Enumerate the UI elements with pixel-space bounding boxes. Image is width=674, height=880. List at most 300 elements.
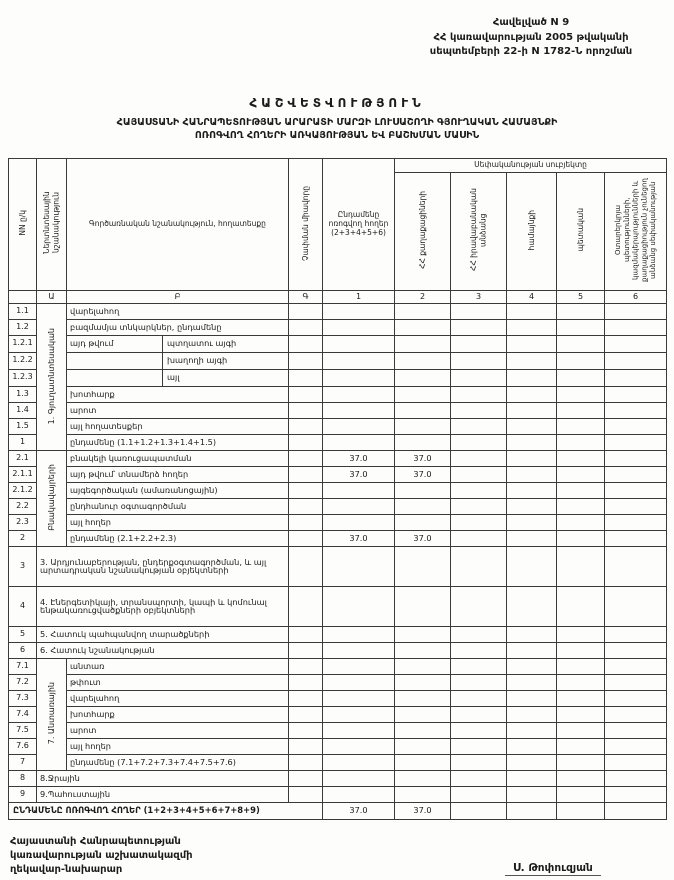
unit-cell	[289, 369, 323, 386]
value-cell	[605, 586, 667, 626]
value-cell	[557, 303, 605, 319]
row-number: 1.2.3	[9, 369, 37, 386]
value-cell	[557, 722, 605, 738]
row-number: 1.5	[9, 418, 37, 434]
value-cell	[507, 674, 557, 690]
table-row	[9, 352, 667, 369]
value-cell	[557, 530, 605, 546]
value-cell	[323, 418, 395, 434]
row-number: 7.1	[9, 658, 37, 674]
table-row	[9, 722, 667, 738]
value-cell	[507, 466, 557, 482]
value-cell	[605, 802, 667, 819]
unit-cell	[289, 335, 323, 352]
value-cell	[395, 738, 451, 754]
value-cell	[557, 498, 605, 514]
value-cell	[605, 722, 667, 738]
appendix-line: ՀՀ կառավարության 2005 թվականի	[433, 31, 629, 43]
value-cell	[507, 738, 557, 754]
row-number: 8	[9, 770, 37, 786]
value-cell	[323, 722, 395, 738]
col-header-own-community: համայնքի	[507, 173, 557, 291]
row-label: արոտ	[67, 722, 289, 738]
unit-cell	[289, 319, 323, 335]
value-cell	[605, 303, 667, 319]
value-cell	[451, 386, 507, 402]
value-cell	[557, 402, 605, 418]
value-cell	[395, 482, 451, 498]
value-cell	[605, 514, 667, 530]
unit-cell	[289, 546, 323, 586]
value-cell	[507, 786, 557, 802]
table-row	[9, 402, 667, 418]
row-label: խոտհարք	[67, 386, 289, 402]
row-label: բնակելի կառուցապատման	[67, 450, 289, 466]
col-header-own-legal-entities: ՀՀ իրավաբանական անձանց	[451, 173, 507, 291]
value-cell	[451, 530, 507, 546]
col-header-unit: Չափման միավորը	[289, 159, 323, 291]
value-cell	[557, 586, 605, 626]
table-row	[9, 466, 667, 482]
group-label-text: 1. Գյուղատնտեսական	[46, 327, 56, 424]
value-cell	[451, 402, 507, 418]
row-number: 7.2	[9, 674, 37, 690]
table-row	[9, 786, 667, 802]
value-cell	[605, 738, 667, 754]
value-cell	[323, 786, 395, 802]
value-cell	[395, 352, 451, 369]
value-cell	[507, 626, 557, 642]
value-cell	[323, 546, 395, 586]
value-cell	[507, 770, 557, 786]
row-label	[67, 369, 289, 386]
row-label-part: այլ	[167, 372, 180, 383]
unit-cell	[289, 466, 323, 482]
col-letter-cell: 6	[605, 290, 667, 303]
unit-cell	[289, 386, 323, 402]
value-cell	[323, 319, 395, 335]
value-cell	[557, 514, 605, 530]
value-cell	[557, 450, 605, 466]
value-cell	[507, 369, 557, 386]
value-cell	[605, 658, 667, 674]
row-label: 9.Պահուստային	[37, 786, 289, 802]
row-number: 1.2.1	[9, 335, 37, 352]
row-number: 1.2	[9, 319, 37, 335]
value-cell	[395, 335, 451, 352]
row-label: ընդամենը (7.1+7.2+7.3+7.4+7.5+7.6)	[67, 754, 289, 770]
row-label-part: պտղատու այգի	[167, 338, 237, 349]
value-cell	[395, 754, 451, 770]
unit-cell	[289, 658, 323, 674]
table-row	[9, 770, 667, 786]
value-cell	[323, 626, 395, 642]
row-number: 1	[9, 434, 37, 450]
row-number: 7.3	[9, 690, 37, 706]
value-cell	[605, 530, 667, 546]
unit-cell	[289, 754, 323, 770]
table-row	[9, 319, 667, 335]
value-cell	[557, 690, 605, 706]
value-cell	[557, 335, 605, 352]
value-cell	[395, 498, 451, 514]
value-cell	[605, 642, 667, 658]
row-number: 1.3	[9, 386, 37, 402]
value-cell	[451, 642, 507, 658]
value-cell	[451, 546, 507, 586]
value-cell	[395, 434, 451, 450]
value-cell	[507, 586, 557, 626]
footer-line: Հայաստանի Հանրապետության	[10, 836, 181, 847]
value-cell	[507, 514, 557, 530]
value-cell	[507, 450, 557, 466]
row-number: 2.2	[9, 498, 37, 514]
unit-cell	[289, 418, 323, 434]
row-number: 7.4	[9, 706, 37, 722]
value-cell	[557, 658, 605, 674]
value-cell	[323, 402, 395, 418]
col-letter-cell: 2	[395, 290, 451, 303]
appendix-line: Հավելված N 9	[492, 17, 570, 28]
value-cell	[507, 498, 557, 514]
table-row	[9, 434, 667, 450]
value-cell	[323, 434, 395, 450]
value-cell	[395, 770, 451, 786]
signature-name: Ս. Թոփուզյան	[505, 862, 601, 876]
value-cell	[451, 498, 507, 514]
row-label: արոտ	[67, 402, 289, 418]
value-cell	[323, 303, 395, 319]
value-cell	[557, 738, 605, 754]
value-cell	[557, 626, 605, 642]
value-cell	[395, 722, 451, 738]
row-label-part	[67, 370, 163, 386]
table-row	[9, 530, 667, 546]
value-cell: 37.0	[323, 450, 395, 466]
row-label: այգեգործական (ամառանոցային)	[67, 482, 289, 498]
row-label: այդ թվում՝ տնամերձ հողեր	[67, 466, 289, 482]
value-cell	[395, 674, 451, 690]
unit-cell	[289, 642, 323, 658]
row-label-part: խաղողի այգի	[167, 355, 228, 366]
value-cell	[557, 786, 605, 802]
group-label-text: 7. Անտառային	[46, 682, 56, 745]
col-header-nn: NN ը/կ	[9, 159, 37, 291]
unit-cell	[289, 722, 323, 738]
col-letter-cell: 4	[507, 290, 557, 303]
value-cell	[323, 658, 395, 674]
appendix-line: սեպտեմբերի 22-ի N 1782-Ն որոշման	[429, 46, 633, 57]
row-label: այլ հողատեսքեր	[67, 418, 289, 434]
row-label: ընդամենը (1.1+1.2+1.3+1.4+1.5)	[67, 434, 289, 450]
row-label: 6. Հատուկ նշանակության	[37, 642, 289, 658]
row-label: այլ հողեր	[67, 738, 289, 754]
value-cell	[507, 706, 557, 722]
title-block	[0, 96, 674, 143]
value-cell	[605, 754, 667, 770]
value-cell	[451, 658, 507, 674]
value-cell: 37.0	[395, 466, 451, 482]
value-cell	[605, 690, 667, 706]
row-number: 7.6	[9, 738, 37, 754]
value-cell	[451, 335, 507, 352]
value-cell	[323, 674, 395, 690]
row-number: 4	[9, 586, 37, 626]
col-header-own-state: պետական	[557, 173, 605, 291]
appendix-reference	[400, 16, 662, 60]
value-cell	[557, 674, 605, 690]
table-row	[9, 450, 667, 466]
col-letter-cell	[9, 290, 37, 303]
value-cell	[395, 546, 451, 586]
value-cell	[605, 352, 667, 369]
value-cell	[395, 319, 451, 335]
value-cell	[507, 754, 557, 770]
value-cell	[451, 722, 507, 738]
unit-cell	[289, 706, 323, 722]
value-cell	[323, 706, 395, 722]
row-number: 2.1.2	[9, 482, 37, 498]
value-cell	[451, 802, 507, 819]
row-label: վարելահող	[67, 303, 289, 319]
row-number: 1.4	[9, 402, 37, 418]
value-cell	[395, 626, 451, 642]
row-label	[67, 335, 289, 352]
unit-cell	[289, 450, 323, 466]
row-number: 2.3	[9, 514, 37, 530]
col-header-own-citizens: ՀՀ քաղաքացիների	[395, 173, 451, 291]
value-cell	[323, 335, 395, 352]
unit-cell	[289, 586, 323, 626]
unit-cell	[289, 738, 323, 754]
value-cell	[451, 418, 507, 434]
table-body	[9, 303, 667, 819]
value-cell	[323, 642, 395, 658]
group-label-cell	[37, 303, 67, 450]
value-cell	[507, 386, 557, 402]
unit-cell	[289, 514, 323, 530]
row-number: 1.1	[9, 303, 37, 319]
table-row	[9, 754, 667, 770]
row-label-part: այդ թվում	[67, 336, 163, 352]
col-letter-cell: 1	[323, 290, 395, 303]
value-cell	[451, 303, 507, 319]
value-cell	[507, 658, 557, 674]
value-cell	[557, 754, 605, 770]
value-cell	[323, 498, 395, 514]
value-cell	[507, 352, 557, 369]
col-letter-cell: Բ	[67, 290, 289, 303]
value-cell	[451, 706, 507, 722]
unit-cell	[289, 482, 323, 498]
value-cell	[605, 386, 667, 402]
value-cell	[395, 786, 451, 802]
value-cell	[323, 770, 395, 786]
row-number: 1.2.2	[9, 352, 37, 369]
value-cell	[557, 802, 605, 819]
col-letter-cell: 5	[557, 290, 605, 303]
unit-cell	[289, 498, 323, 514]
report-heading: ՀԱՇՎԵՏՎՈՒԹՅՈՒՆ	[249, 96, 425, 110]
value-cell	[605, 335, 667, 352]
row-number: 7	[9, 754, 37, 770]
unit-cell	[289, 626, 323, 642]
row-number: 3	[9, 546, 37, 586]
row-number: 9	[9, 786, 37, 802]
row-label: 4. Էներգետիկայի, տրանսպորտի, կապի և կոմունալ ենթակառուցվածքների օբյեկտների	[37, 586, 289, 626]
table-row	[9, 674, 667, 690]
value-cell	[323, 738, 395, 754]
value-cell	[605, 450, 667, 466]
value-cell	[451, 690, 507, 706]
value-cell: 37.0	[395, 802, 451, 819]
row-number: 7.5	[9, 722, 37, 738]
row-number: 2.1	[9, 450, 37, 466]
row-number: 5	[9, 626, 37, 642]
row-number: 2	[9, 530, 37, 546]
col-letter-cell: Գ	[289, 290, 323, 303]
value-cell	[557, 546, 605, 586]
value-cell	[605, 434, 667, 450]
table-row	[9, 303, 667, 319]
value-cell	[451, 626, 507, 642]
value-cell	[323, 586, 395, 626]
value-cell	[605, 482, 667, 498]
value-cell	[507, 546, 557, 586]
value-cell	[507, 642, 557, 658]
value-cell	[557, 466, 605, 482]
value-cell	[323, 386, 395, 402]
value-cell	[507, 402, 557, 418]
group-label-cell	[37, 450, 67, 546]
value-cell	[451, 514, 507, 530]
value-cell: 37.0	[323, 530, 395, 546]
footer-signatory-block	[10, 835, 193, 877]
value-cell	[557, 482, 605, 498]
unit-cell	[289, 434, 323, 450]
table-row	[9, 498, 667, 514]
value-cell	[507, 530, 557, 546]
value-cell	[395, 402, 451, 418]
value-cell	[451, 754, 507, 770]
value-cell	[323, 690, 395, 706]
value-cell	[395, 369, 451, 386]
table-row	[9, 690, 667, 706]
row-label: խոտհարք	[67, 706, 289, 722]
value-cell	[323, 369, 395, 386]
value-cell	[395, 586, 451, 626]
report-subtitle-2: ՈՌՈԳՎՈՂ ՀՈՂԵՐԻ ԱՌԿԱՅՈՒԹՅԱՆ ԵՎ ԲԱՇԽՄԱՆ ՄԱՍԻՆ	[194, 129, 480, 141]
row-label: անտառ	[67, 658, 289, 674]
row-label: 5. Հատուկ պահպանվող տարածքների	[37, 626, 289, 642]
value-cell	[507, 319, 557, 335]
row-number: 6	[9, 642, 37, 658]
value-cell: 37.0	[395, 450, 451, 466]
table-row	[9, 546, 667, 586]
value-cell	[557, 434, 605, 450]
row-label-part	[67, 353, 163, 369]
value-cell	[507, 802, 557, 819]
table-row	[9, 482, 667, 498]
value-cell	[605, 706, 667, 722]
value-cell: 37.0	[395, 530, 451, 546]
value-cell	[451, 786, 507, 802]
value-cell	[451, 674, 507, 690]
value-cell	[605, 418, 667, 434]
value-cell	[323, 514, 395, 530]
table-row	[9, 626, 667, 642]
value-cell	[507, 434, 557, 450]
value-cell	[395, 658, 451, 674]
table-row	[9, 642, 667, 658]
footer-line: ղեկավար-նախարար	[10, 864, 123, 875]
value-cell	[605, 498, 667, 514]
row-label	[67, 352, 289, 369]
value-cell	[507, 303, 557, 319]
value-cell	[451, 586, 507, 626]
table-row	[9, 418, 667, 434]
table-row	[9, 369, 667, 386]
footer-line: կառավարության աշխատակազմի	[10, 850, 193, 861]
unit-cell	[289, 674, 323, 690]
value-cell	[507, 335, 557, 352]
value-cell	[605, 786, 667, 802]
value-cell: 37.0	[323, 466, 395, 482]
table-row	[9, 514, 667, 530]
value-cell	[557, 642, 605, 658]
row-label: ընդամենը (2.1+2.2+2.3)	[67, 530, 289, 546]
report-subtitle-1: ՀԱՅԱՍՏԱՆԻ ՀԱՆՐԱՊԵՏՈՒԹՅԱՆ ԱՐԱՐԱՏԻ ՄԱՐԶԻ ԼՈՒՍԱՇՈՂԻ ԳՅՈՒՂԱԿԱՆ ՀԱՄԱՅՆՔԻ	[116, 117, 558, 128]
row-label: ընդհանուր օգտագործման	[67, 498, 289, 514]
col-letter-cell: Ա	[37, 290, 67, 303]
unit-cell	[289, 530, 323, 546]
value-cell	[323, 754, 395, 770]
value-cell	[451, 738, 507, 754]
row-label: թփուտ	[67, 674, 289, 690]
col-header-internal: Ներտնտեսային նշանակություն	[37, 159, 67, 291]
grand-total-label: ԸՆԴԱՄԵՆԸ ՈՌՈԳՎՈՂ ՀՈՂԵՐ (1+2+3+4+5+6+7+8+9)	[9, 802, 323, 819]
col-header-functional: Գործառնական նշանակություն, հողատեսքը	[67, 159, 289, 291]
value-cell	[323, 352, 395, 369]
row-label: այլ հողեր	[67, 514, 289, 530]
col-header-total: Ընդամենը ոռոգվող հողեր (2+3+4+5+6)	[323, 159, 395, 291]
value-cell	[557, 706, 605, 722]
group-label-text: Բնակավայրերի	[46, 463, 56, 531]
value-cell	[507, 418, 557, 434]
table-row	[9, 802, 667, 819]
value-cell	[395, 303, 451, 319]
col-header-own-foreign: Օտարերկրյա պետությունների, կազմակերպությունների և քաղաքացիություն չունեցող անձանց սեփականության	[605, 173, 667, 291]
value-cell	[451, 466, 507, 482]
value-cell	[451, 482, 507, 498]
table-row	[9, 738, 667, 754]
value-cell	[557, 319, 605, 335]
unit-cell	[289, 690, 323, 706]
value-cell	[605, 466, 667, 482]
value-cell	[395, 706, 451, 722]
value-cell	[557, 418, 605, 434]
value-cell	[395, 642, 451, 658]
value-cell	[507, 690, 557, 706]
value-cell	[605, 369, 667, 386]
value-cell	[507, 722, 557, 738]
table-row	[9, 706, 667, 722]
row-label: 8.Ջրային	[37, 770, 289, 786]
table-row	[9, 586, 667, 626]
value-cell	[323, 482, 395, 498]
value-cell	[605, 546, 667, 586]
unit-cell	[289, 402, 323, 418]
